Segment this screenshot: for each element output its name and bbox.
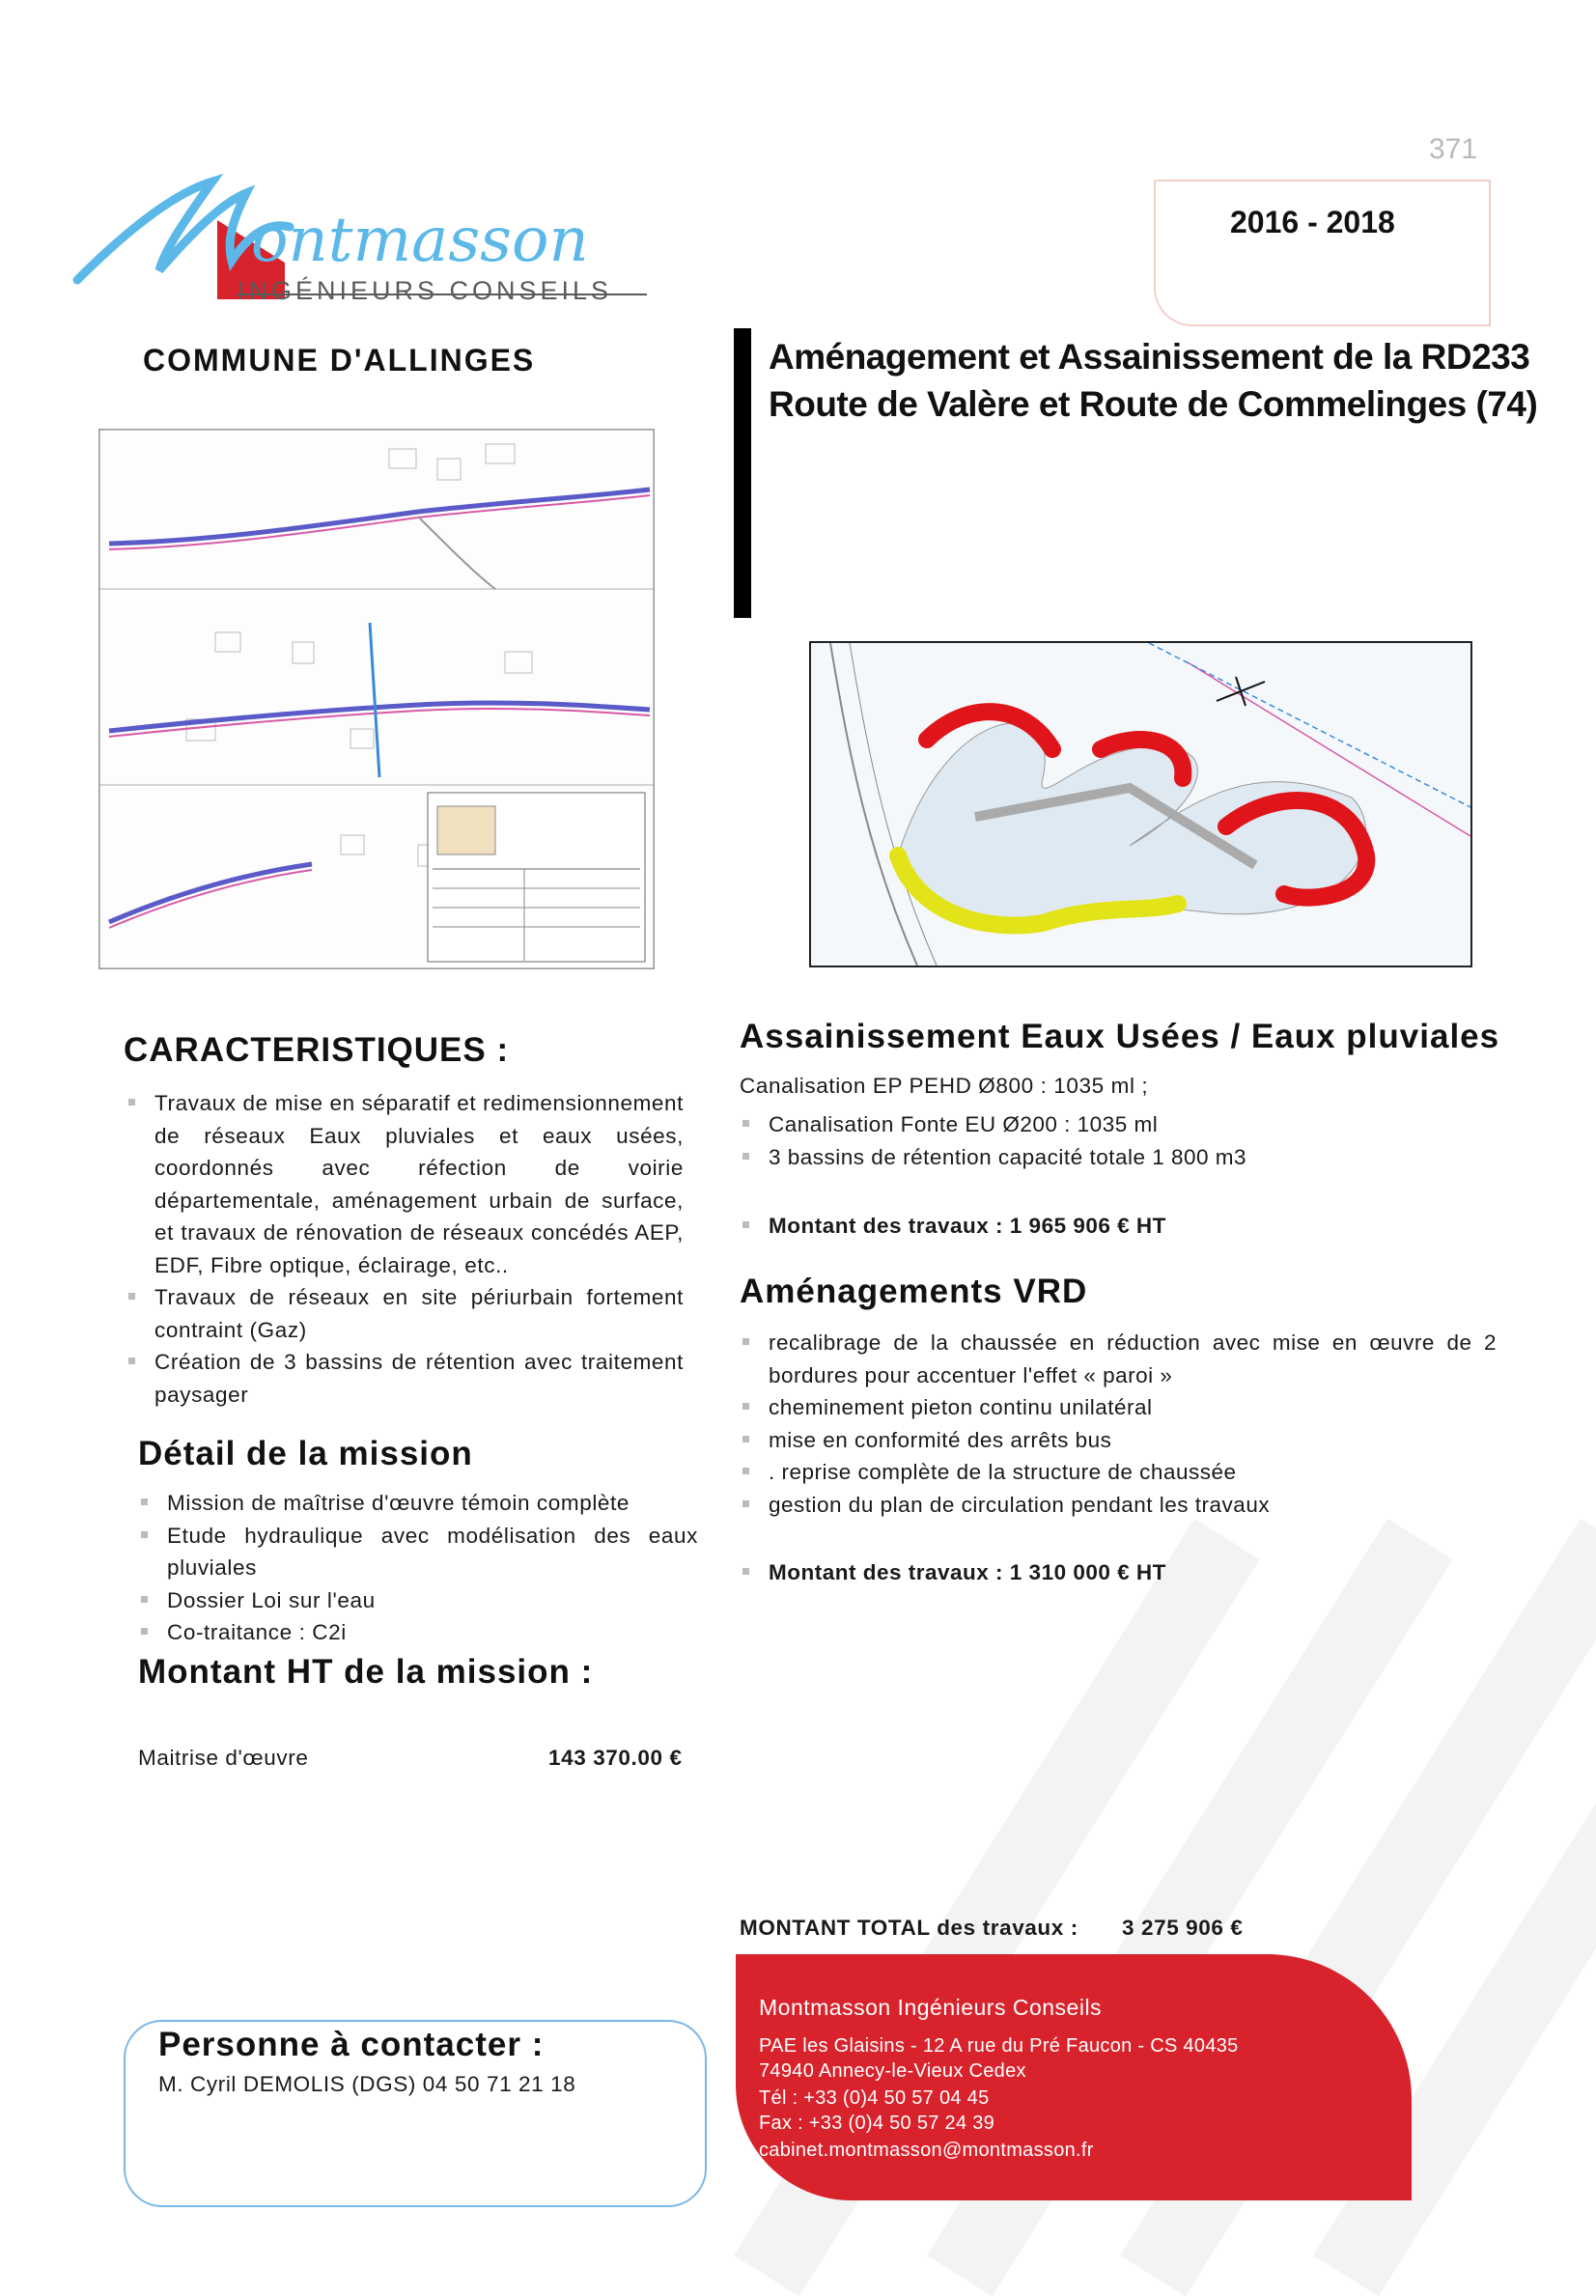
address-email: cabinet.montmasson@montmasson.fr (759, 2140, 1094, 2161)
list-item: recalibrage de la chaussée en réduction avec mise en œuvre de 2 bordures pour accentuer l'effet « paroi » (740, 1327, 1497, 1391)
list-item: Dossier Loi sur l'eau (138, 1584, 698, 1617)
vrd-montant (740, 1556, 1497, 1589)
total-value: 3 275 906 € (1122, 1916, 1244, 1940)
title-bar (734, 328, 751, 618)
assainissement-list (740, 1108, 1497, 1173)
address-line: 74940 Annecy-le-Vieux Cedex (759, 2060, 1026, 2082)
retention-basin-plan-image (809, 641, 1472, 967)
client-name: COMMUNE D'ALLINGES (143, 343, 536, 378)
address-phone: Tél : +33 (0)4 50 57 04 45 (759, 2087, 990, 2109)
list-item: mise en conformité des arrêts bus (740, 1424, 1497, 1457)
project-title (769, 333, 1537, 428)
logo-subtitle: INGÉNIEURS CONSEILS (238, 276, 613, 305)
list-item: 3 bassins de rétention capacité totale 1 800 m3 (740, 1141, 1497, 1174)
list-item: Travaux de mise en séparatif et redimensionnement de réseaux Eaux pluviales et eaux usées, coordonnés avec réfection de voirie départementale, aménagement urbain de surface, et travaux de rénovation de réseaux concédés AEP, EDF, Fibre optique, éclairage, etc.. (126, 1087, 684, 1281)
list-item: Création de 3 bassins de rétention avec traitement paysager (126, 1346, 684, 1411)
mission-list (138, 1487, 698, 1649)
assainissement-heading: Assainissement Eaux Usées / Eaux pluviales (740, 1018, 1500, 1055)
contact-person: M. Cyril DEMOLIS (DGS) 04 50 71 21 18 (158, 2072, 576, 2096)
montant-mission-heading: Montant HT de la mission : (138, 1653, 594, 1691)
montant-travaux: Montant des travaux : 1 965 906 € HT (740, 1210, 1497, 1243)
project-title-line-1: Aménagement et Assainissement de la RD233 (769, 337, 1530, 377)
svg-text:ontmasson: ontmasson (251, 205, 589, 276)
vrd-heading: Aménagements VRD (740, 1273, 1088, 1310)
page-number: 371 (1429, 133, 1478, 165)
address-company: Montmasson Ingénieurs Conseils (759, 1995, 1103, 2020)
vrd-list (740, 1327, 1497, 1521)
list-item: Mission de maîtrise d'œuvre témoin complète (138, 1487, 698, 1520)
list-item: Canalisation Fonte EU Ø200 : 1035 ml (740, 1108, 1497, 1141)
list-item: Co-traitance : C2i (138, 1616, 698, 1649)
list-item: Travaux de réseaux en site périurbain fortement contraint (Gaz) (126, 1281, 684, 1346)
mission-heading: Détail de la mission (138, 1435, 473, 1472)
list-item: cheminement pieton continu unilatéral (740, 1391, 1497, 1424)
period-box (1154, 180, 1491, 326)
address-fax: Fax : +33 (0)4 50 57 24 39 (759, 2113, 995, 2134)
montant-travaux: Montant des travaux : 1 310 000 € HT (740, 1556, 1497, 1589)
montant-mission-label: Maitrise d'œuvre (138, 1746, 309, 1770)
montant-mission-value: 143 370.00 € (548, 1746, 683, 1770)
site-plan-image (98, 429, 655, 969)
address-line: PAE les Glaisins - 12 A rue du Pré Faucon - CS 40435 (759, 2035, 1239, 2057)
period: 2016 - 2018 (1230, 205, 1395, 239)
total-label: MONTANT TOTAL des travaux : (740, 1916, 1078, 1940)
assainissement-montant (740, 1210, 1497, 1243)
caracteristiques-list (126, 1087, 684, 1411)
list-item: . reprise complète de la structure de chaussée (740, 1456, 1497, 1489)
list-item: gestion du plan de circulation pendant les travaux (740, 1489, 1497, 1522)
project-title-line-2: Route de Valère et Route de Commelinges (74) (769, 384, 1538, 424)
caracteristiques-heading: CARACTERISTIQUES : (124, 1031, 510, 1069)
list-item: Etude hydraulique avec modélisation des eaux pluviales (138, 1520, 698, 1584)
assainissement-intro: Canalisation EP PEHD Ø800 : 1035 ml ; (740, 1074, 1149, 1098)
contact-heading: Personne à contacter : (158, 2026, 545, 2063)
